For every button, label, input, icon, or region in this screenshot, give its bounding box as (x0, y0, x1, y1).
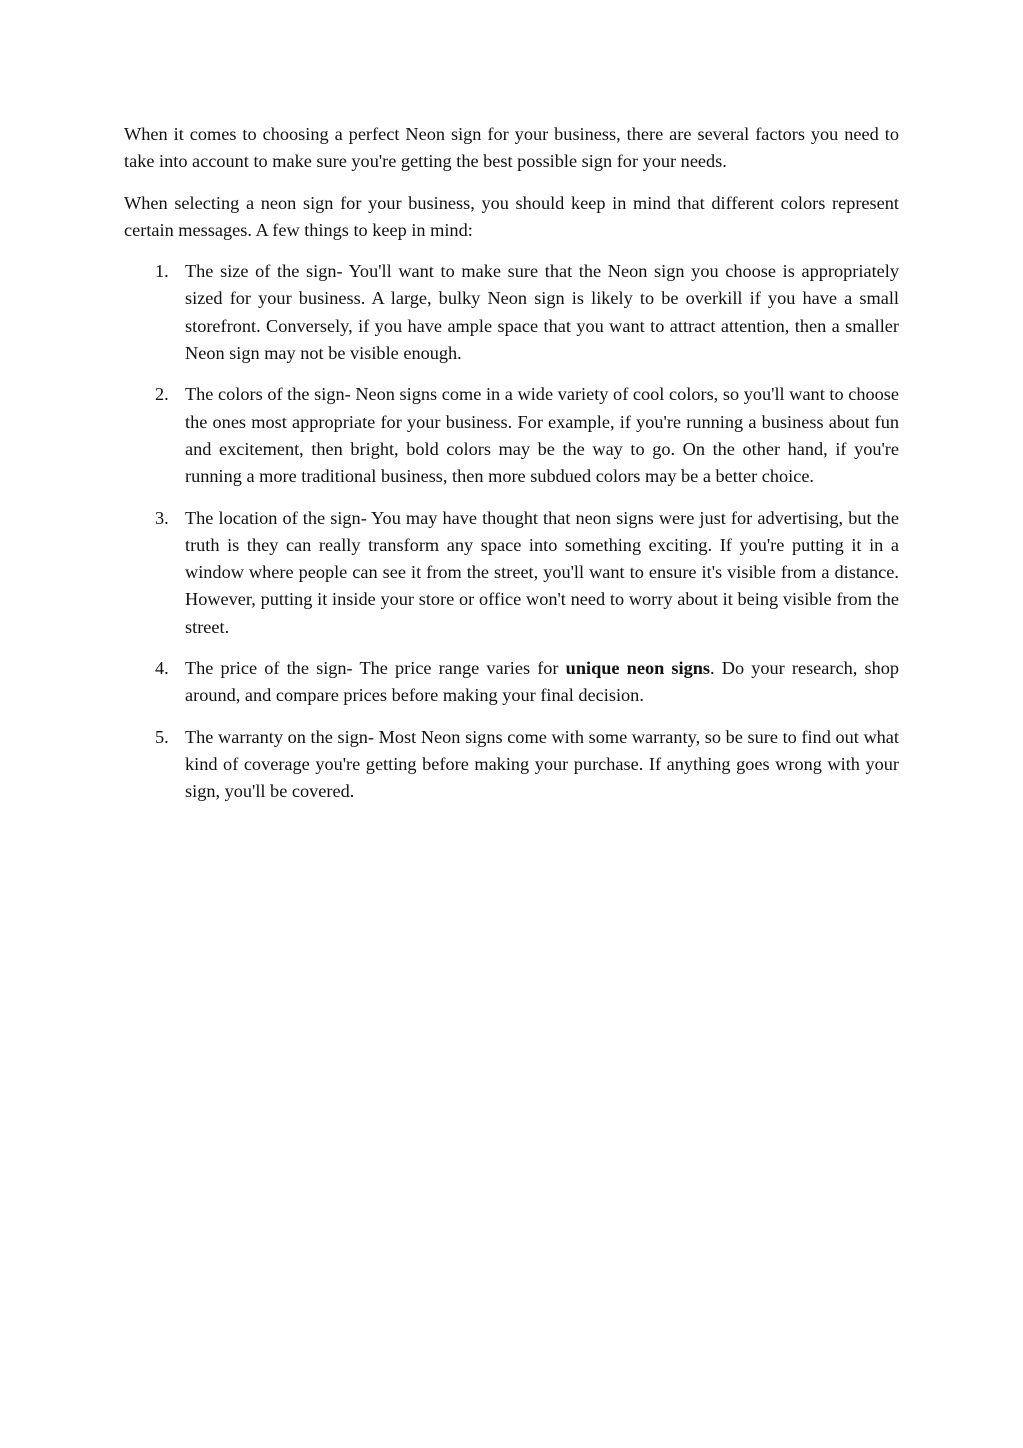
list-item-number: 2. (155, 384, 169, 405)
list-item-number: 5. (155, 726, 169, 747)
factors-list (124, 258, 899, 805)
intro-paragraph-1: When it comes to choosing a perfect Neon sign for your business, there are several factors you need to take into account to make sure you're getting the best possible sign for your needs. (124, 124, 899, 172)
list-item-text-before-link: The price of the sign- The price range varies for (185, 658, 566, 679)
list-item-text: The colors of the sign- Neon signs come in a wide variety of cool colors, so you'll want to choose the ones most appropriate for your business. For example, if you're running a business about fun and excitement, then bright, bold colors may be the way to go. On the other hand, if you're running a more traditional business, then more subdued colors may be a better choice. (185, 384, 899, 487)
list-item-text: The size of the sign- You'll want to make sure that the Neon sign you choose is appropriately sized for your business. A large, bulky Neon sign is likely to be overkill if you have a small storefront. Conversely, if you have ample space that you want to attract attention, then a smaller Neon sign may not be visible enough. (185, 261, 899, 364)
list-item (124, 655, 899, 710)
list-item (124, 505, 899, 641)
unique-neon-signs-link[interactable]: unique neon signs (565, 658, 711, 679)
list-item-number: 4. (155, 658, 169, 679)
list-item-number: 3. (155, 507, 169, 528)
list-item (124, 381, 899, 490)
list-item-text-after-link: . Do your research, shop around, and compare prices before making your final decision. (185, 658, 900, 706)
list-item (124, 724, 899, 806)
intro-paragraph-2: When selecting a neon sign for your business, you should keep in mind that different colors represent certain messages. A few things to keep in mind: (124, 192, 899, 240)
list-item-text: The warranty on the sign- Most Neon signs come with some warranty, so be sure to find out what kind of coverage you're getting before making your purchase. If anything goes wrong with your sign, you'll be covered. (185, 726, 899, 802)
document-page (124, 121, 899, 820)
list-item-text (185, 655, 899, 710)
list-item-number: 1. (155, 261, 169, 282)
list-item-text: The location of the sign- You may have thought that neon signs were just for advertising, but the truth is they can really transform any space into something exciting. If you're putting it in a window where people can see it from the street, you'll want to ensure it's visible from a distance. However, putting it inside your store or office won't need to worry about it being visible from the street. (185, 507, 899, 637)
list-item (124, 258, 899, 367)
